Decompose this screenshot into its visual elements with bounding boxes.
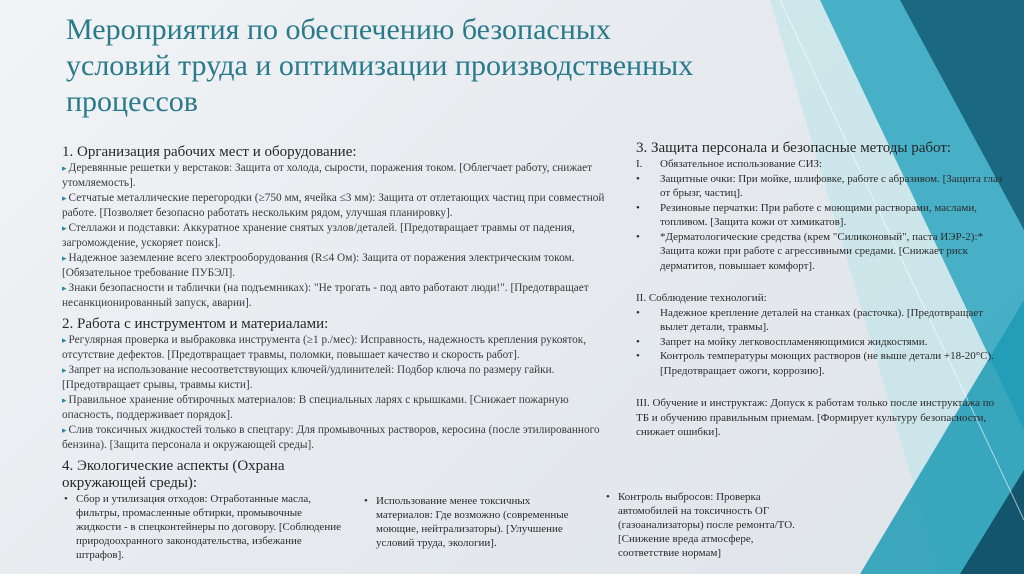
list-item: ▸ Регулярная проверка и выбраковка инструмента (≥1 р./мес): Исправность, надежность крепления рукояток, отсутствие дефектов. [Предотвращает травмы, поломки, повышает качество и скорость работ]. — [62, 334, 587, 361]
list-item: ▸ Знаки безопасности и таблички (на подъемниках): "Не трогать - под авто работают люди!". [Предотвращает несанкционированный запуск, аварии]. — [62, 282, 589, 309]
bullet-icon: ▸ — [62, 395, 67, 405]
section-organization — [62, 144, 622, 311]
eco-item-emissions: • Контроль выбросов: Проверка автомобилей на токсичность ОГ (газоанализаторы) после ремонта/ТО. [Снижение вреда атмосфере, соответствие нормам] — [606, 491, 795, 559]
list-item: • Надежное крепление деталей на станках (расточка). [Предотвращает вылет детали, травмы]. — [636, 306, 984, 333]
list-item: ▸ Слив токсичных жидкостей только в спецтару: Для промывочных растворов, керосина (после этилированного бензина). [Защита персонала и окружающей среды]. — [62, 424, 600, 451]
list-item: • Резиновые перчатки: При работе с моющими растворами, маслами, топливом. [Защита кожи от химикатов]. — [636, 201, 977, 228]
list-item: ▸ Запрет на использование несоответствующих ключей/удлинителей: Подбор ключа по размеру гайки. [Предотвращает срывы, травмы кисти]. — [62, 364, 555, 391]
ppe-list — [636, 157, 1008, 273]
list-item: ▸ Правильное хранение обтирочных материалов: В специальных ларях с крышками. [Снижает пожарную опасность, поддерживает порядок]. — [62, 394, 569, 421]
list-item: I. Обязательное использование СИЗ: — [636, 158, 823, 170]
technology-title: II. Соблюдение технологий: — [636, 292, 767, 304]
eco-item-materials: • Использование менее токсичных материалов: Где возможно (современные моющие, нейтрализаторы). [Улучшение условий труда, экологии]. — [364, 495, 569, 549]
bullet-icon: ▸ — [62, 335, 67, 345]
section-protection — [636, 140, 1008, 440]
training-text: III. Обучение и инструктаж: Допуск к работам только после инструктажа по ТБ и обучению правильным приемам. [Формирует культуру безопасности, снижает ошибки]. — [636, 397, 995, 438]
list-item: ▸ Сетчатые металлические перегородки (≥750 мм, ячейка ≤3 мм): Защита от отлетающих частиц при совместной работе. [Позволяет безопасно работать нескольким рядом, улучшая планировку]. — [62, 192, 605, 219]
section-tools — [62, 316, 622, 453]
slide-title: Мероприятия по обеспечению безопасных условий труда и оптимизации производственных процессов — [66, 13, 694, 118]
bullet-icon: ▸ — [62, 163, 67, 173]
section4-heading: 4. Экологические аспекты (Охрана окружающей среды): — [62, 458, 285, 491]
list-item: ▸ Стеллажи и подставки: Аккуратное хранение снятых узлов/деталей. [Предотвращает травмы от падения, загромождение, ускоряет поиск]. — [62, 222, 575, 249]
bullet-icon: ▸ — [62, 283, 67, 293]
bullet-icon: ▸ — [62, 365, 67, 375]
bullet-icon: ▸ — [62, 253, 67, 263]
list-item: ▸ Надежное заземление всего электрооборудования (R≤4 Ом): Защита от поражения электрическим током. [Обязательное требование ПУБЭЛ]. — [62, 252, 575, 279]
section2-heading: 2. Работа с инструментом и материалами: — [62, 316, 329, 332]
section1-heading: 1. Организация рабочих мест и оборудование: — [62, 144, 357, 160]
bullet-icon: ▸ — [62, 425, 67, 435]
section-ecology — [62, 458, 362, 492]
bullet-icon: ▸ — [62, 193, 67, 203]
technology-list — [636, 306, 1008, 379]
list-item: • Контроль температуры моющих растворов (не выше детали +18-20°C). [Предотвращает ожоги, коррозию]. — [636, 350, 994, 377]
list-item: • Защитные очки: При мойке, шлифовке, работе с абразивом. [Защита глаз от брызг, частиц]. — [636, 172, 1003, 199]
list-item: ▸ Деревянные решетки у верстаков: Защита от холода, сырости, поражения током. [Облегчает работу, снижает утомляемость]. — [62, 162, 593, 189]
list-item: • Запрет на мойку легковоспламеняющимися жидкостями. — [636, 335, 928, 348]
bullet-icon: ▸ — [62, 223, 67, 233]
section3-heading: 3. Защита персонала и безопасные методы работ: — [636, 140, 952, 156]
eco-item-waste: • Сбор и утилизация отходов: Отработанные масла, фильтры, промасленные обтирки, промывочные жидкости - в спецконтейнеры по договору. [Соблюдение природоохранного законодательства, избежание штрафов]. — [64, 493, 341, 561]
list-item: • *Дерматологические средства (крем "Силиконовый", паста ИЭР-2):* Защита кожи при работе с агрессивными средами. [Снижает риск дерматитов, повышает комфорт]. — [636, 230, 984, 272]
